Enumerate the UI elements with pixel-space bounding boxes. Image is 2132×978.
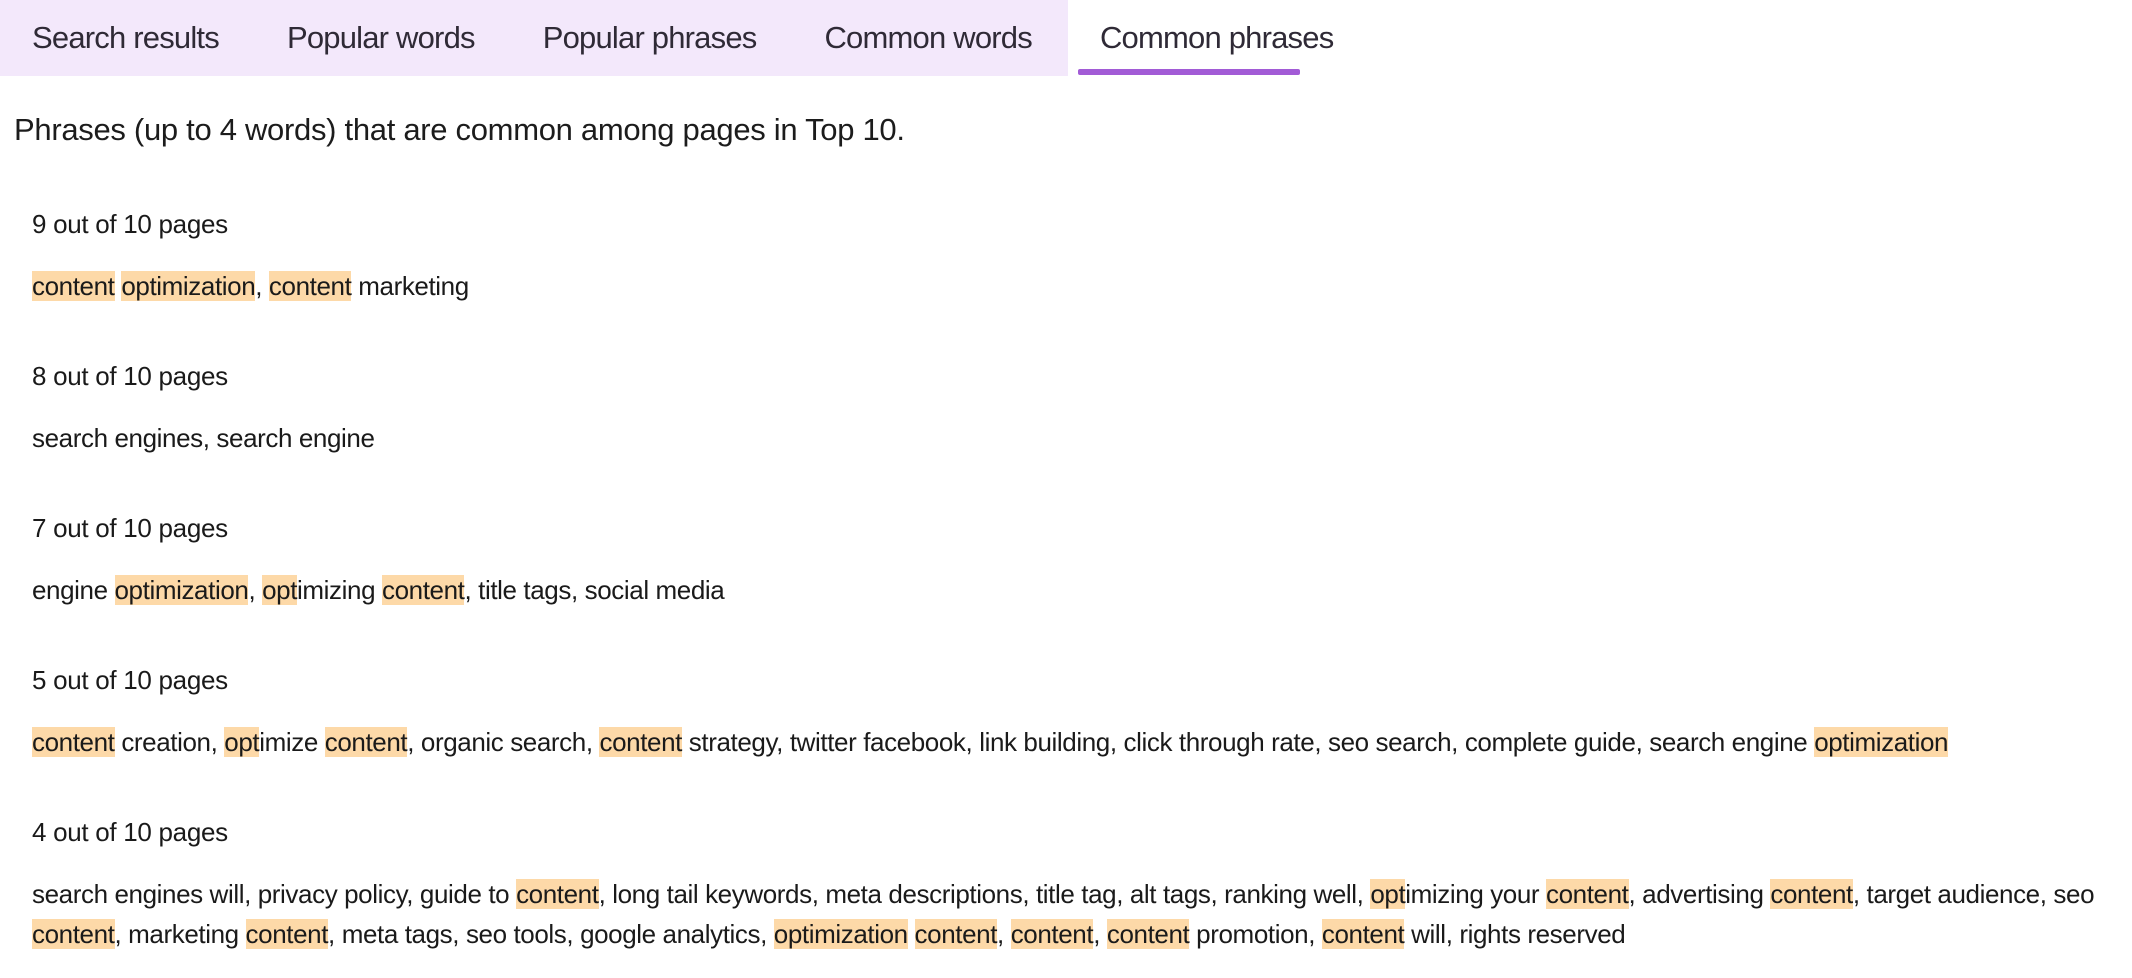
- phrase-text: creation: [114, 727, 211, 757]
- phrase: [1328, 727, 1451, 757]
- tab-common-phrases[interactable]: [1068, 0, 1369, 76]
- tab-label: Search results: [32, 20, 219, 55]
- phrase-text: seo search: [1327, 727, 1452, 757]
- phrase: [32, 879, 244, 909]
- phrase: [32, 575, 248, 605]
- phrase-text: will: [1404, 919, 1446, 949]
- phrase: [420, 879, 599, 909]
- phrase: [1107, 919, 1308, 949]
- phrase-text: promotion: [1189, 919, 1309, 949]
- phrase-text: marketing: [128, 919, 246, 949]
- phrase-groups: [32, 208, 2112, 954]
- phrase: [580, 919, 760, 949]
- phrase: [216, 423, 374, 453]
- phrase-text: social media: [584, 575, 725, 605]
- highlighted-term: content: [1770, 879, 1853, 909]
- highlighted-term: content: [381, 575, 465, 605]
- phrase-list: content creation, optimize content, organic search, content strategy, twitter facebook, link building, click through rate, seo search, complete guide, search engine optimization: [32, 727, 1949, 757]
- phrase: [342, 919, 453, 949]
- phrase-text: imizing: [297, 575, 382, 605]
- highlighted-term: opt: [224, 727, 260, 757]
- phrase: [1124, 727, 1315, 757]
- phrase-text: privacy policy: [257, 879, 407, 909]
- phrase-text: target audience: [1866, 879, 2040, 909]
- phrase-group: [32, 816, 2112, 954]
- highlighted-term: content: [1010, 919, 1094, 949]
- highlighted-term: content: [268, 271, 352, 301]
- phrase-text: link building: [979, 727, 1110, 757]
- tab-common-words[interactable]: [792, 0, 1067, 76]
- highlighted-term: content: [1321, 919, 1405, 949]
- group-heading: 5 out of 10 pages: [32, 665, 228, 695]
- phrase-text: click through rate: [1123, 727, 1315, 757]
- phrase-text: complete guide: [1464, 727, 1636, 757]
- phrase-text: strategy: [681, 727, 777, 757]
- phrase-group: [32, 208, 2112, 360]
- tab-bar: [0, 0, 1336, 76]
- phrase-text: search engines: [32, 423, 203, 453]
- phrase: [478, 575, 571, 605]
- phrase-text: meta tags: [341, 919, 453, 949]
- phrase: [1130, 879, 1211, 909]
- tab-popular-phrases[interactable]: [511, 0, 793, 76]
- phrase: [128, 919, 328, 949]
- highlighted-term: optimization: [773, 919, 908, 949]
- phrase: [599, 727, 776, 757]
- phrase-text: google analytics: [580, 919, 761, 949]
- highlighted-term: content: [32, 727, 115, 757]
- phrase: [585, 575, 725, 605]
- phrase-text: seo tools: [465, 919, 567, 949]
- phrase: [1642, 879, 1853, 909]
- highlighted-term: content: [245, 919, 329, 949]
- phrase-text: imizing your: [1405, 879, 1547, 909]
- tab-label: Popular phrases: [542, 20, 757, 55]
- highlighted-term: optimization: [114, 575, 249, 605]
- phrase: [466, 919, 566, 949]
- highlighted-term: content: [1546, 879, 1629, 909]
- phrase-text: imize: [259, 727, 325, 757]
- phrase-text: search engine: [1649, 727, 1815, 757]
- phrase-list: engine optimization, optimizing content, title tags, social media: [32, 575, 725, 605]
- phrase: [262, 575, 464, 605]
- phrase-group: [32, 512, 2112, 664]
- phrase: [1322, 919, 1446, 949]
- phrase-text: organic search: [420, 727, 586, 757]
- highlighted-term: content: [32, 919, 115, 949]
- tab-label: Common phrases: [1099, 20, 1334, 55]
- page-description: Phrases (up to 4 words) that are common among pages in Top 10.: [14, 112, 905, 147]
- phrase: [1036, 879, 1116, 909]
- phrase-text: alt tags: [1129, 879, 1211, 909]
- phrase-text: title tag: [1035, 879, 1117, 909]
- phrase: [1649, 727, 1948, 757]
- phrase-group: [32, 664, 2112, 816]
- phrase-text: marketing: [351, 271, 469, 301]
- phrase-list: search engines, search engine: [32, 423, 375, 453]
- phrase: [224, 727, 407, 757]
- phrase: [979, 727, 1110, 757]
- highlighted-term: optimization: [121, 271, 256, 301]
- phrase-list: search engines will, privacy policy, guide to content, long tail keywords, meta descriptions, title tag, alt tags, ranking well, optimizing your content, advertising content, target audience, seo content, marketing content, meta tags, seo tools, google analytics, optimization content, content, content promotion, content will, rights reserved: [32, 879, 2095, 949]
- phrase-text: title tags: [478, 575, 571, 605]
- highlighted-term: content: [516, 879, 599, 909]
- phrase-text: twitter facebook: [789, 727, 966, 757]
- phrase-group: [32, 360, 2112, 512]
- tab-popular-words[interactable]: [255, 0, 511, 76]
- highlighted-term: content: [914, 919, 998, 949]
- phrase: [421, 727, 586, 757]
- phrase: [790, 727, 966, 757]
- highlighted-term: content: [32, 271, 115, 301]
- phrase: [1224, 879, 1357, 909]
- phrase: [1011, 919, 1094, 949]
- phrase-text: engine: [32, 575, 115, 605]
- group-heading: 4 out of 10 pages: [32, 817, 228, 847]
- group-heading: 8 out of 10 pages: [32, 361, 228, 391]
- phrase: [32, 271, 255, 301]
- highlighted-term: opt: [262, 575, 298, 605]
- phrase-text: ranking well: [1224, 879, 1357, 909]
- phrase: [269, 271, 469, 301]
- highlighted-term: content: [324, 727, 408, 757]
- phrase: [612, 879, 811, 909]
- highlighted-term: optimization: [1814, 727, 1949, 757]
- phrase-text: [908, 919, 915, 949]
- phrase: [1465, 727, 1636, 757]
- tab-label: Popular words: [286, 20, 475, 55]
- phrase: [1867, 879, 2040, 909]
- phrase-text: search engine: [216, 423, 375, 453]
- phrase-list: content optimization, content marketing: [32, 271, 469, 301]
- phrase: [32, 727, 211, 757]
- phrase: [1370, 879, 1628, 909]
- phrase: [32, 423, 203, 453]
- phrase-text: seo: [2053, 879, 2095, 909]
- phrase-text: meta descriptions: [825, 879, 1023, 909]
- phrase: [1459, 919, 1625, 949]
- phrase: [258, 879, 407, 909]
- highlighted-term: content: [1106, 919, 1190, 949]
- phrase-text: guide to: [419, 879, 517, 909]
- phrase: [774, 919, 997, 949]
- tab-label: Common words: [824, 20, 1032, 55]
- group-heading: 9 out of 10 pages: [32, 209, 228, 239]
- phrase: [825, 879, 1022, 909]
- highlighted-term: opt: [1370, 879, 1406, 909]
- phrase-text: rights reserved: [1459, 919, 1626, 949]
- group-heading: 7 out of 10 pages: [32, 513, 228, 543]
- phrase-text: advertising: [1642, 879, 1771, 909]
- tab-search-results[interactable]: [0, 0, 255, 76]
- active-tab-indicator: [1078, 69, 1300, 75]
- phrase-text: search engines will: [32, 879, 245, 909]
- phrase-text: long tail keywords: [612, 879, 812, 909]
- highlighted-term: content: [599, 727, 682, 757]
